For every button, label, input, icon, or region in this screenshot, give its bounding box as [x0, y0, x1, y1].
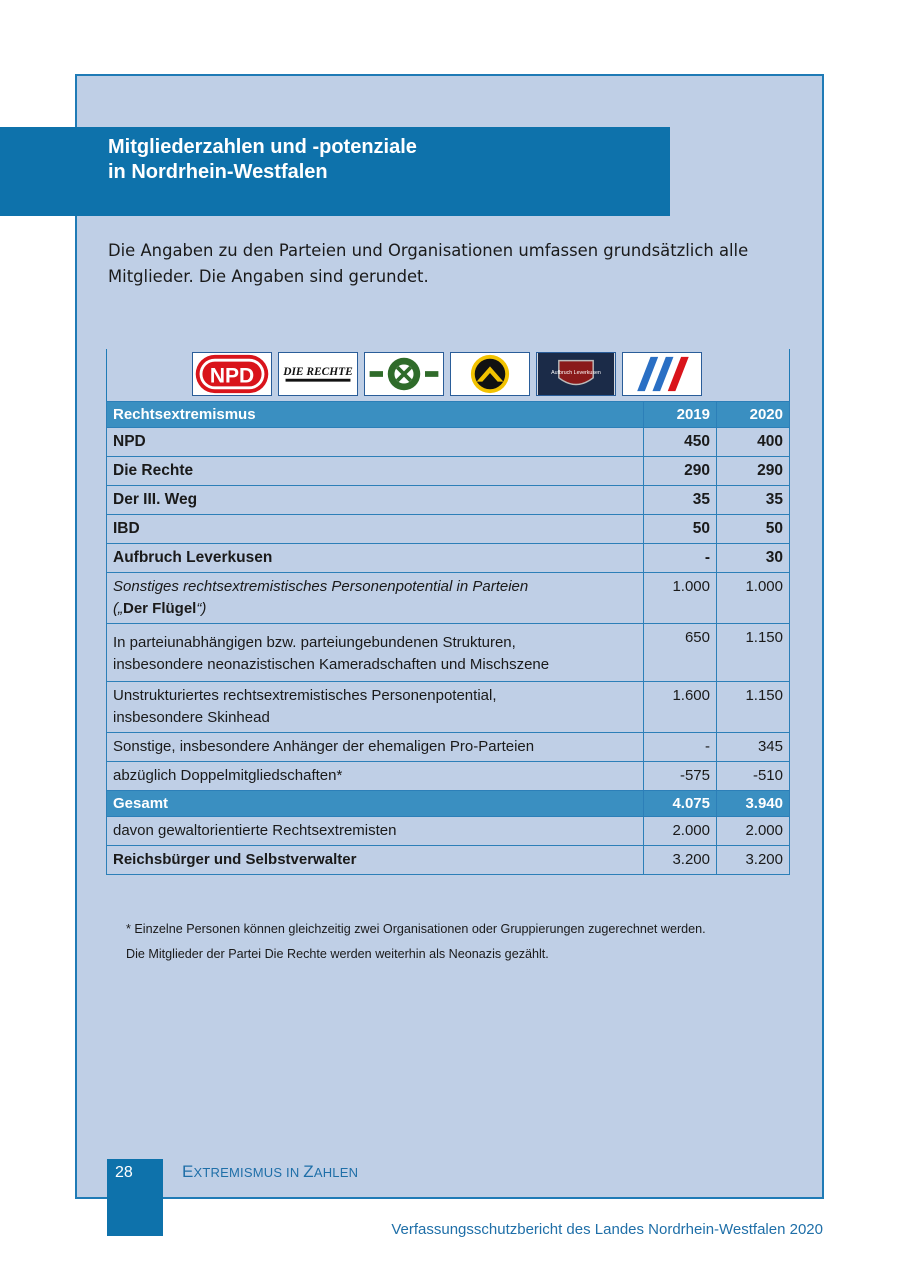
- value-2020: 290: [717, 457, 790, 486]
- table-row: [107, 544, 790, 573]
- row-label: [107, 624, 644, 682]
- row-label-line-2: insbesondere Skinhead: [113, 709, 270, 726]
- row-label: davon gewaltorientierte Rechtsextremisten: [107, 817, 644, 846]
- column-header-category: Rechtsextremismus: [107, 402, 644, 428]
- total-2019: 4.075: [644, 791, 717, 817]
- value-2019: -575: [644, 762, 717, 791]
- svg-text:NPD: NPD: [209, 364, 255, 388]
- value-2019: 290: [644, 457, 717, 486]
- footnote: * Einzelne Personen können gleichzeitig zwei Organisationen oder Gruppierungen zugerechnet werden.: [126, 922, 706, 936]
- value-2019: 35: [644, 486, 717, 515]
- value-2020: 400: [717, 428, 790, 457]
- row-label: IBD: [107, 515, 644, 544]
- value-2020: -510: [717, 762, 790, 791]
- footnotes: [126, 917, 806, 967]
- value-2020: 50: [717, 515, 790, 544]
- die-rechte-logo: [278, 352, 358, 396]
- row-label: Die Rechte: [107, 457, 644, 486]
- row-label-close: “): [196, 600, 207, 617]
- row-label: abzüglich Doppelmitgliedschaften*: [107, 762, 644, 791]
- value-2020: 35: [717, 486, 790, 515]
- footnote: Die Mitglieder der Partei Die Rechte werden weiterhin als Neonazis gezählt.: [126, 947, 549, 961]
- row-label: Reichsbürger und Selbstverwalter: [107, 846, 644, 875]
- column-header-2019: 2019: [644, 402, 717, 428]
- title-line-1: Mitgliederzahlen und -potenziale: [108, 136, 417, 158]
- svg-text:DIE RECHTE: DIE RECHTE: [283, 365, 353, 378]
- total-row: [107, 791, 790, 817]
- table-row: [107, 515, 790, 544]
- value-2020: 30: [717, 544, 790, 573]
- pro-partei-logo: [622, 352, 702, 396]
- row-label-open: („: [113, 600, 123, 617]
- row-label: Sonstige, insbesondere Anhänger der ehemaligen Pro-Parteien: [107, 733, 644, 762]
- membership-table: [106, 401, 790, 875]
- row-label: [107, 573, 644, 624]
- table-row: [107, 573, 790, 624]
- row-label: NPD: [107, 428, 644, 457]
- table-row: [107, 624, 790, 682]
- row-label-bold: Der Flügel: [123, 600, 197, 617]
- total-label: Gesamt: [107, 791, 644, 817]
- aufbruch-leverkusen-logo: [536, 352, 616, 396]
- table-row: [107, 682, 790, 733]
- total-2020: 3.940: [717, 791, 790, 817]
- publication-footer: Verfassungsschutzbericht des Landes Nordrhein-Westfalen 2020: [391, 1221, 823, 1238]
- value-2020: 1.150: [717, 624, 790, 682]
- value-2020: 1.150: [717, 682, 790, 733]
- value-2019: 3.200: [644, 846, 717, 875]
- value-2020: 345: [717, 733, 790, 762]
- intro-paragraph: Die Angaben zu den Parteien und Organisationen umfassen grundsätzlich alle Mitglieder. Die Angaben sind gerundet.: [108, 241, 749, 286]
- page-number: 28: [115, 1164, 133, 1181]
- table-row: [107, 846, 790, 875]
- table-row: [107, 428, 790, 457]
- table-row: [107, 486, 790, 515]
- value-2020: 2.000: [717, 817, 790, 846]
- row-label-line-2: insbesondere neonazistischen Kameradschaften und Mischszene: [113, 656, 550, 673]
- npd-logo: [192, 352, 272, 396]
- value-2019: 1.000: [644, 573, 717, 624]
- row-label-line-1: In parteiunabhängigen bzw. parteiungebundenen Strukturen,: [113, 634, 516, 651]
- title-line-2: in Nordrhein-Westfalen: [108, 161, 328, 183]
- table-row: [107, 457, 790, 486]
- der-dritte-weg-logo: [364, 352, 444, 396]
- value-2019: 650: [644, 624, 717, 682]
- value-2019: -: [644, 544, 717, 573]
- svg-text:Aufbruch Leverkusen: Aufbruch Leverkusen: [551, 370, 601, 376]
- value-2020: 3.200: [717, 846, 790, 875]
- table-row: [107, 733, 790, 762]
- page-title: [108, 135, 668, 185]
- row-label-line-1: Unstrukturiertes rechtsextremistisches Personenpotential,: [113, 687, 497, 704]
- value-2019: -: [644, 733, 717, 762]
- table-row: [107, 817, 790, 846]
- value-2019: 450: [644, 428, 717, 457]
- value-2019: 1.600: [644, 682, 717, 733]
- row-label: Aufbruch Leverkusen: [107, 544, 644, 573]
- value-2020: 1.000: [717, 573, 790, 624]
- table-row: [107, 762, 790, 791]
- table-header-row: [107, 402, 790, 428]
- value-2019: 50: [644, 515, 717, 544]
- value-2019: 2.000: [644, 817, 717, 846]
- row-label: [107, 682, 644, 733]
- row-label-line-1: Sonstiges rechtsextremistisches Personenpotential in Parteien: [113, 578, 529, 595]
- party-logos: [192, 352, 702, 396]
- column-header-2020: 2020: [717, 402, 790, 428]
- identitaere-logo: [450, 352, 530, 396]
- section-title: EXTREMISMUS IN ZAHLEN: [182, 1162, 359, 1181]
- row-label: Der III. Weg: [107, 486, 644, 515]
